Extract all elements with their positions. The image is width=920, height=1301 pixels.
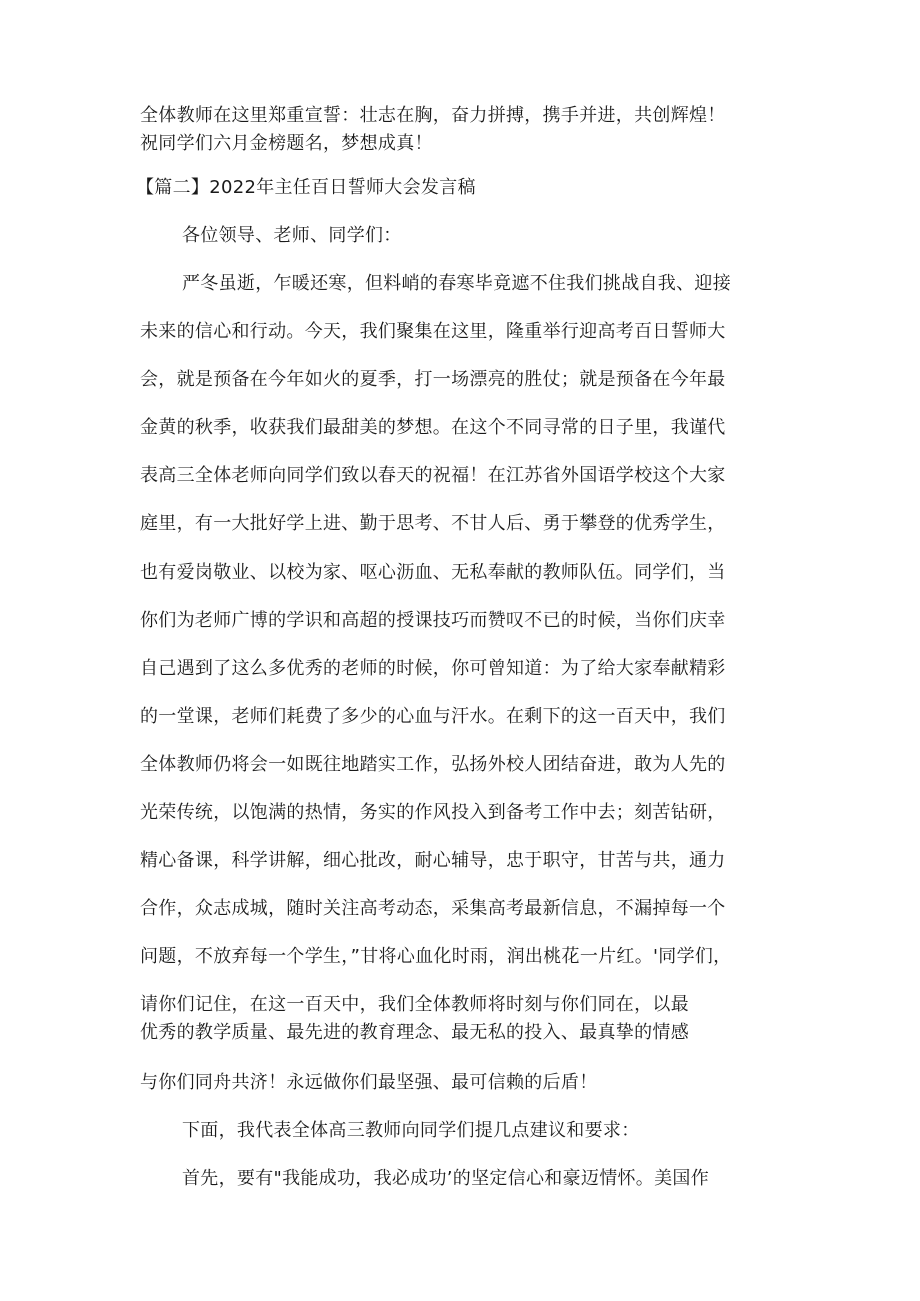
text-line: 光荣传统，以饱满的热情，务实的作风投入到备考工作中去；刻苦钻研， xyxy=(140,802,726,823)
salutation: 各位领导、老师、同学们： xyxy=(182,225,402,246)
text-line: 全体教师仍将会一如既往地踏实工作，弘扬外校人团结奋进，敢为人先的 xyxy=(140,754,726,775)
text-line: 金黄的秋季，收获我们最甜美的梦想。在这个不同寻常的日子里，我谨代 xyxy=(140,417,726,438)
text-line: 严冬虽逝，乍暖还寒，但料峭的春寒毕竟遮不住我们挑战自我、迎接 xyxy=(182,273,731,294)
text-line: 也有爱岗敬业、以校为家、呕心沥血、无私奉献的教师队伍。同学们，当 xyxy=(140,562,726,583)
text-line: 下面，我代表全体高三教师向同学们提几点建议和要求： xyxy=(182,1120,640,1141)
text-line: 庭里，有一大批好学上进、勤于思考、不甘人后、勇于攀登的优秀学生， xyxy=(140,513,726,534)
text-line: 未来的信心和行动。今天，我们聚集在这里，隆重举行迎高考百日誓师大 xyxy=(140,321,726,342)
text-line: 合作，众志成城，随时关注高考动态，采集高考最新信息，不漏掉每一个 xyxy=(140,898,726,919)
text-line: 自己遇到了这么多优秀的老师的时候，你可曾知道：为了给大家奉献精彩 xyxy=(140,658,726,679)
text-line: 会，就是预备在今年如火的夏季，打一场漂亮的胜仗；就是预备在今年最 xyxy=(140,369,726,390)
text-line: 的一堂课，老师们耗费了多少的心血与汗水。在剩下的这一百天中，我们 xyxy=(140,706,726,727)
text-line: 请你们记住，在这一百天中，我们全体教师将时刻与你们同在，以最 xyxy=(140,994,689,1015)
text-line: 你们为老师广博的学识和高超的授课技巧而赞叹不已的时候，当你们庆幸 xyxy=(140,610,726,631)
text-line: 全体教师在这里郑重宣誓：壮志在胸，奋力拼搏，携手并进，共创辉煌！ xyxy=(140,105,726,126)
text-line: 优秀的教学质量、最先进的教育理念、最无私的投入、最真挚的情感 xyxy=(140,1022,689,1043)
text-line: 祝同学们六月金榜题名，梦想成真！ xyxy=(140,133,433,154)
text-line: 精心备课，科学讲解，细心批改，耐心辅导，忠于职守，甘苦与共，通力 xyxy=(140,850,726,871)
section-heading: 【篇二】2022年主任百日誓师大会发言稿 xyxy=(136,177,476,198)
text-line: 与你们同舟共济！永远做你们最坚强、最可信赖的后盾！ xyxy=(140,1072,598,1093)
text-line: 表高三全体老师向同学们致以春天的祝福！在江苏省外国语学校这个大家 xyxy=(140,465,726,486)
text-line: 问题，不放弃每一个学生，”甘将心血化时雨，润出桃花一片红。'同学们， xyxy=(140,946,732,967)
text-line: 首先，要有"我能成功，我必成功’的坚定信心和豪迈情怀。美国作 xyxy=(182,1168,709,1189)
